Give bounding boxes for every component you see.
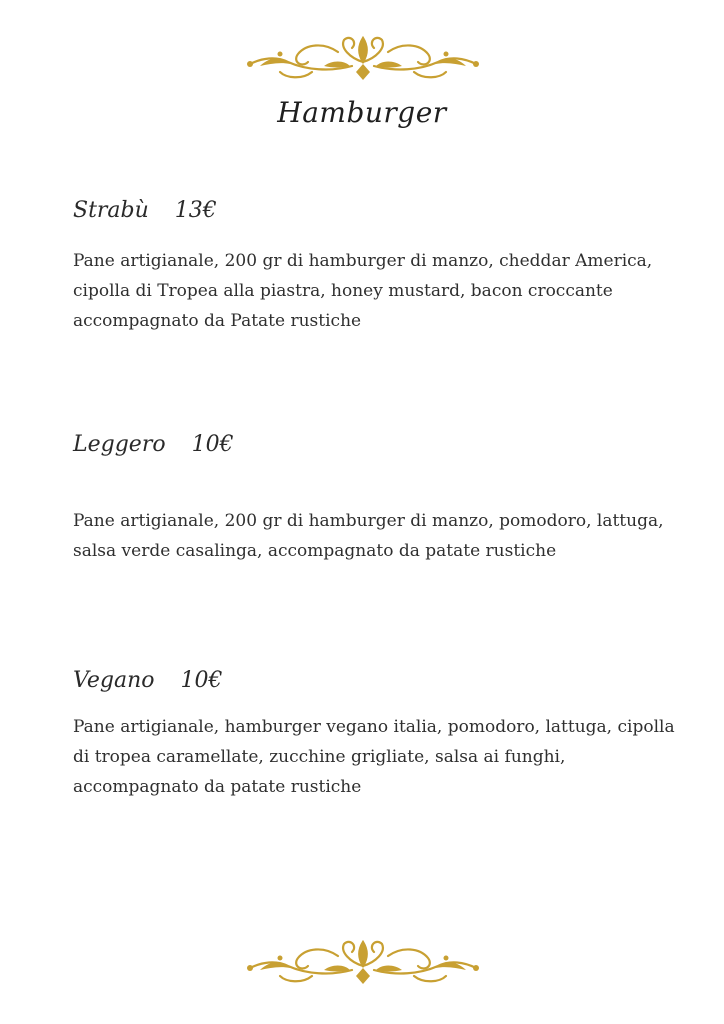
menu-item-description: Pane artigianale, hamburger vegano italia, pomodoro, lattuga, cipolla di tropea caramellate, zucchine grigliate, salsa ai funghi, accompagnato da patate rustiche [73, 717, 675, 797]
menu-item-price: 13€ [174, 198, 217, 223]
menu-item [73, 198, 693, 336]
menu-item-price: 10€ [180, 668, 223, 693]
menu-item-heading [73, 668, 693, 700]
menu-item-description: Pane artigianale, 200 gr di hamburger di manzo, cheddar America, cipolla di Tropea alla piastra, honey mustard, bacon croccante accompagnato da Patate rustiche [73, 251, 653, 331]
menu-item-description: Pane artigianale, 200 gr di hamburger di manzo, pomodoro, lattuga, salsa verde casalinga, accompagnato da patate rustiche [73, 511, 664, 561]
top-flourish-ornament [240, 32, 486, 84]
menu-item-heading [73, 198, 693, 230]
menu-item [73, 432, 693, 566]
menu-item-name: Vegano [73, 668, 155, 693]
menu-item [73, 668, 693, 802]
page-title: Hamburger [277, 96, 447, 129]
menu-item-heading [73, 432, 693, 464]
menu-item-price: 10€ [191, 432, 234, 457]
menu-item-name: Leggero [73, 432, 166, 457]
bottom-flourish-ornament [240, 936, 486, 988]
menu-item-name: Strabù [73, 198, 149, 223]
